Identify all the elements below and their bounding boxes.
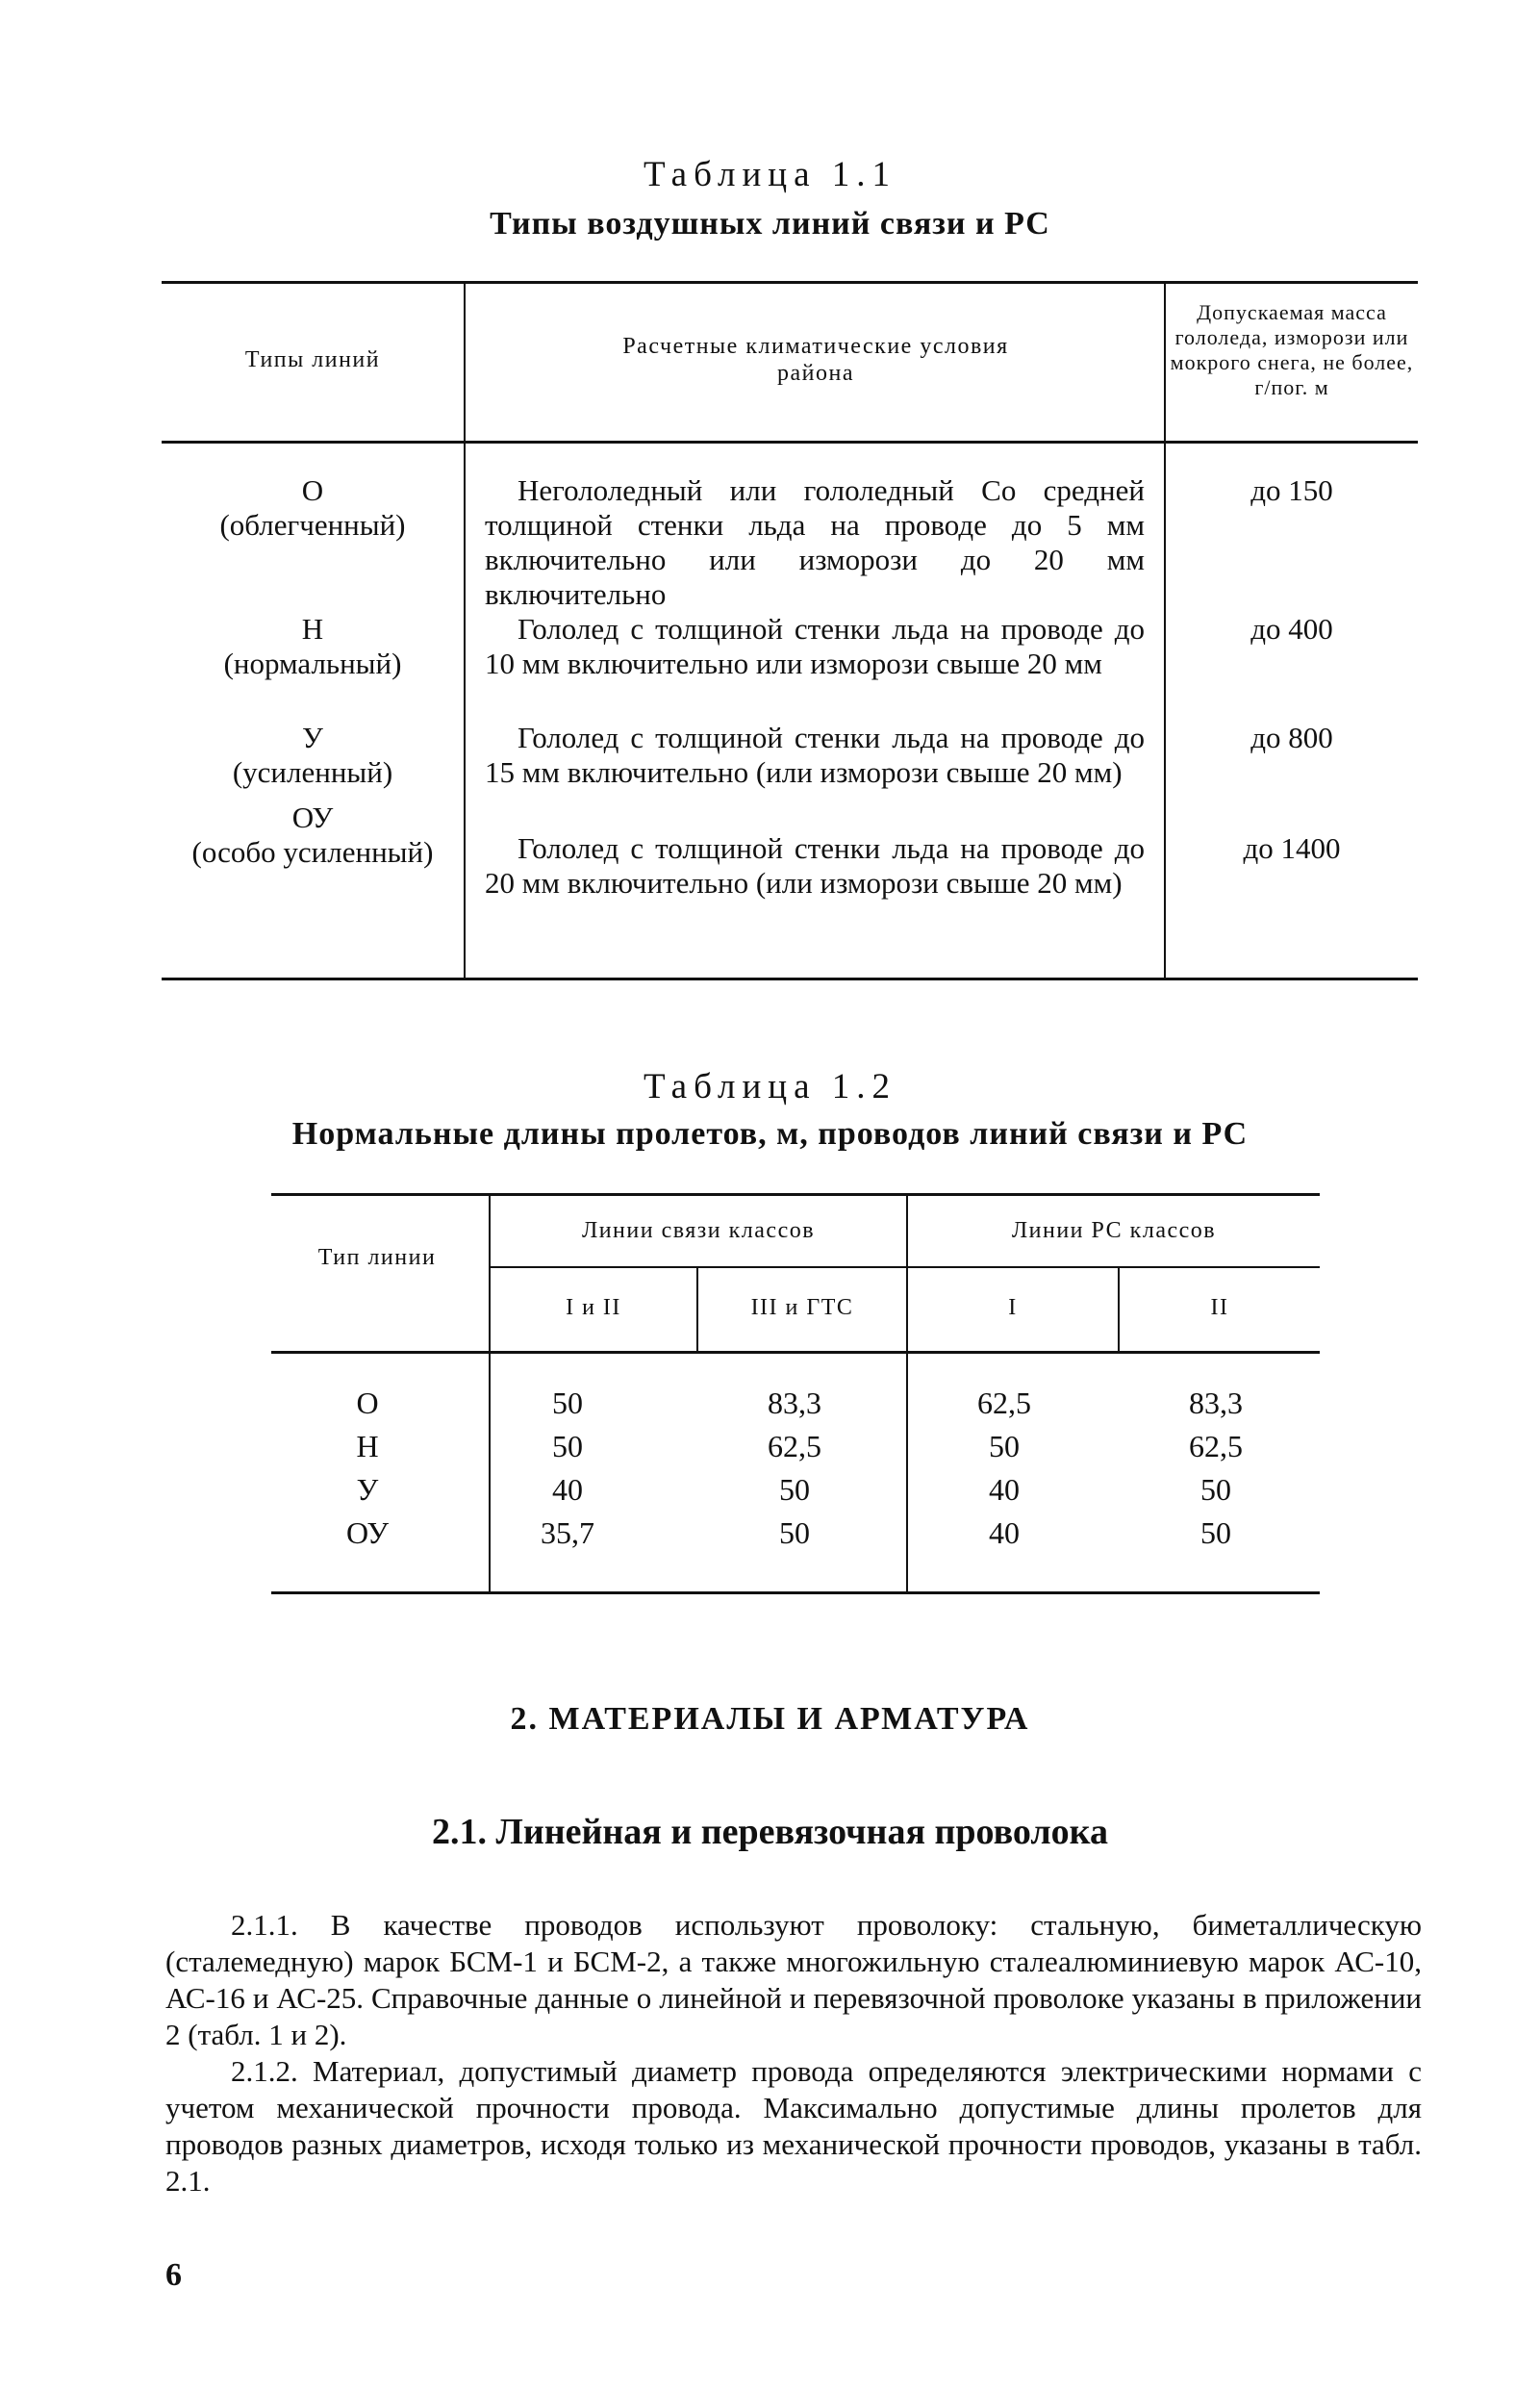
table-row [162,721,464,790]
page-number: 6 [165,2257,182,2293]
table-row [162,612,464,681]
paragraph: 2.1.2. Материал, допустимый диаметр провода определяются электрическими нормами с учетом механической прочности провода. Максимально допустимые длины пролетов для проводов разных диаметров, исходя только из механической прочности проводов, указаны в табл. 2.1. [165,2054,1422,2198]
table-cell: 62,5 [977,1386,1031,1420]
table-1-header-rule [162,441,1418,444]
table-cell: 50 [1200,1515,1231,1550]
table-cell: 50 [779,1472,810,1507]
table-row [162,801,464,870]
mass-cell: до 800 [1250,721,1333,754]
table-1-bottom-rule [162,978,1418,980]
table-2-bottom-rule [271,1591,1320,1594]
table-2-header-sub: I и II [566,1295,621,1320]
table-2-header-group-2: Линии РС классов [1011,1218,1217,1243]
table-1-header-conditions: Расчетные климатические условия района [622,334,1009,386]
table-1 [162,281,1418,981]
table-2-top-rule [271,1193,1320,1196]
table-2-header-sub: I [1008,1295,1018,1320]
table-cell: 50 [1200,1472,1231,1507]
table-cell: 83,3 [768,1386,821,1420]
table-1-header-mass: Допускаемая масса гололеда, изморози или мокрого снега, не более, г/пог. м [1170,300,1414,399]
table-2 [271,1193,1320,1597]
line-type-name: (усиленный) [232,755,393,789]
conditions-cell: Негололедный или гололедный Со средней толщиной стенки льда на проводе до 5 мм включительно или изморози до 20 мм включительно [485,473,1145,611]
table-row [162,473,464,543]
value-column [698,1382,891,1555]
table-cell: 83,3 [1189,1386,1243,1420]
table-2-group-rule [489,1266,1320,1268]
line-type-name: (особо усиленный) [191,835,434,869]
table-cell: 62,5 [768,1429,821,1463]
subsection-heading: 2.1. Линейная и перевязочная проволока [432,1812,1108,1852]
table-cell: 40 [552,1472,583,1507]
table-cell: 35,7 [541,1515,594,1550]
conditions-cell: Гололед с толщиной стенки льда на проводе до 10 мм включительно или изморози свыше 20 мм [485,612,1145,680]
conditions-cell: Гололед с толщиной стенки льда на проводе до 20 мм включительно (или изморози свыше 20 мм) [485,831,1145,900]
table-cell: 50 [989,1429,1020,1463]
table-2-header-sub: II [1210,1295,1229,1320]
table-2-header-group-1: Линии связи классов [581,1218,816,1243]
table-cell: 40 [989,1472,1020,1507]
table-1-title: Типы воздушных линий связи и РС [490,206,1050,242]
mass-cell: до 1400 [1243,831,1341,865]
line-type-code: ОУ [291,801,334,834]
value-column [1120,1382,1312,1555]
line-type-code: У [302,721,323,754]
table-cell: 50 [552,1429,583,1463]
value-column [908,1382,1100,1555]
table-2-title: Нормальные длины пролетов, м, проводов линий связи и РС [291,1116,1249,1152]
line-type-code: Н [301,612,324,646]
table-2-label: Таблица 1.2 [644,1067,896,1106]
line-type-code: О [301,473,324,507]
table-cell: У [356,1472,379,1507]
table-2-header-rule [271,1351,1320,1354]
table-1-divider [464,281,466,980]
table-2-header-sub: III и ГТС [750,1295,854,1320]
table-cell: 40 [989,1515,1020,1550]
table-cell: ОУ [346,1515,389,1550]
section-heading: 2. МАТЕРИАЛЫ И АРМАТУРА [510,1701,1030,1737]
table-cell: Н [356,1429,379,1463]
type-column [271,1382,464,1555]
table-2-header-type: Тип линии [317,1245,437,1270]
line-type-name: (нормальный) [223,647,402,680]
table-1-label: Таблица 1.1 [644,155,896,194]
table-cell: 50 [779,1515,810,1550]
conditions-cell: Гололед с толщиной стенки льда на проводе до 15 мм включительно (или изморози свыше 20 мм) [485,721,1145,789]
table-cell: О [356,1386,379,1420]
table-1-top-rule [162,281,1418,284]
mass-cell: до 150 [1250,473,1333,507]
line-type-name: (облегченный) [219,508,406,542]
paragraph: 2.1.1. В качестве проводов используют проволоку: стальную, биметаллическую (сталемедную) марок БСМ-1 и БСМ-2, а также многожильную сталеалюминиевую марок АС-10, АС-16 и АС-25. Справочные данные о линейной и перевязочной проволоке указаны в приложении 2 (табл. 1 и 2). [165,1908,1422,2051]
table-cell: 62,5 [1189,1429,1243,1463]
table-1-header-types: Типы линий [244,347,381,372]
table-cell: 50 [552,1386,583,1420]
value-column [491,1382,644,1555]
mass-cell: до 400 [1250,612,1333,646]
